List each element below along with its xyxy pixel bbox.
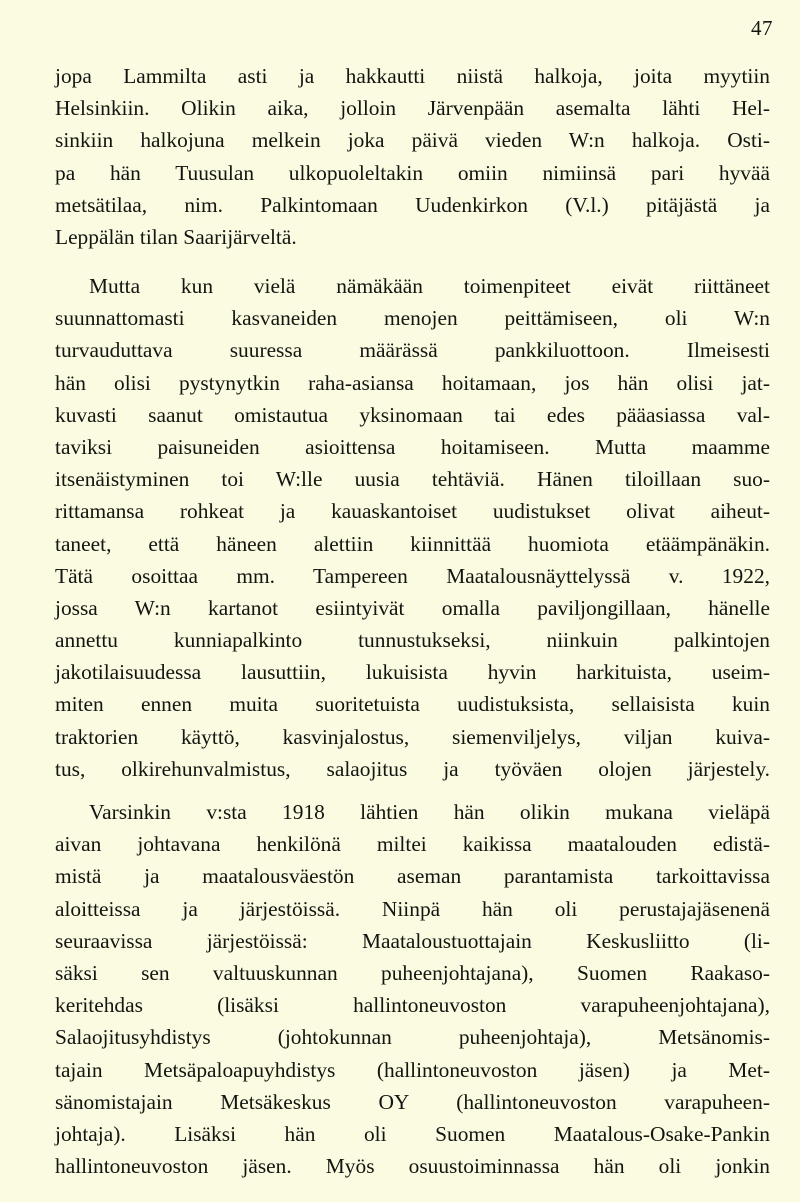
text-line: aloitteissa ja järjestöissä. Niinpä hän oli perustajajäsenenä	[55, 896, 770, 921]
text-line: mistä ja maatalousväestön aseman parantamista tarkoittavissa	[55, 864, 770, 889]
text-line: Mutta kun vielä nämäkään toimenpiteet eivät riittäneet	[89, 274, 770, 298]
text-line: seuraavissa järjestöissä: Maataloustuottajain Keskusliitto (li-	[55, 928, 770, 953]
paragraph-1	[55, 60, 770, 253]
text-line: Tätä osoittaa mm. Tampereen Maatalousnäyttelyssä v. 1922,	[55, 563, 770, 588]
text-line: johtaja). Lisäksi hän oli Suomen Maatalous-Osake-Pankin	[55, 1121, 770, 1146]
paragraph-3	[55, 796, 770, 1182]
text-line: Varsinkin v:sta 1918 lähtien hän olikin mukana vieläpä	[89, 800, 770, 824]
text-line: jopa Lammilta asti ja hakkautti niistä halkoja, joita myytiin	[55, 64, 770, 88]
paragraph-2	[55, 270, 770, 785]
text-line: kuvasti saanut omistautua yksinomaan tai edes pääasiassa val-	[55, 402, 770, 427]
page-number: 47	[751, 16, 773, 40]
text-line: aivan johtavana henkilönä miltei kaikissa maatalouden edistä-	[55, 832, 770, 857]
text-line: traktorien käyttö, kasvinjalostus, siemenviljelys, viljan kuiva-	[55, 724, 770, 749]
text-line: Leppälän tilan Saarijärveltä.	[55, 224, 297, 249]
text-line: Helsinkiin. Olikin aika, jolloin Järvenpään asemalta lähti Hel-	[55, 96, 770, 121]
text-line: taneet, että häneen alettiin kiinnittää huomiota etäämpänäkin.	[55, 531, 770, 556]
text-line: taviksi paisuneiden asioittensa hoitamiseen. Mutta maamme	[55, 434, 770, 459]
text-line: hallintoneuvoston jäsen. Myös osuustoiminnassa hän oli jonkin	[55, 1154, 770, 1179]
text-line: keritehdas (lisäksi hallintoneuvoston varapuheenjohtajana),	[55, 993, 770, 1018]
text-line: tajain Metsäpaloapuyhdistys (hallintoneuvoston jäsen) ja Met-	[55, 1057, 770, 1082]
text-line: metsätilaa, nim. Palkintomaan Uudenkirkon (V.l.) pitäjästä ja	[55, 192, 770, 217]
text-line: Salaojitusyhdistys (johtokunnan puheenjohtaja), Metsänomis-	[55, 1025, 770, 1050]
text-line: rittamansa rohkeat ja kauaskantoiset uudistukset olivat aiheut-	[55, 499, 770, 524]
text-line: pa hän Tuusulan ulkopuoleltakin omiin nimiinsä pari hyvää	[55, 160, 770, 185]
text-line: jossa W:n kartanot esiintyivät omalla paviljongillaan, hänelle	[55, 595, 770, 620]
text-line: sinkiin halkojuna melkein joka päivä vieden W:n halkoja. Osti-	[55, 128, 770, 153]
text-line: sänomistajain Metsäkeskus OY (hallintoneuvoston varapuheen-	[55, 1089, 770, 1114]
text-line: miten ennen muita suoritetuista uudistuksista, sellaisista kuin	[55, 692, 770, 717]
text-line: turvauduttava suuressa määrässä pankkiluottoon. Ilmeisesti	[55, 338, 770, 363]
text-line: jakotilaisuudessa lausuttiin, lukuisista hyvin harkituista, useim-	[55, 660, 770, 685]
text-line: säksi sen valtuuskunnan puheenjohtajana), Suomen Raakaso-	[55, 960, 770, 985]
text-line: tus, olkirehunvalmistus, salaojitus ja työväen olojen järjestely.	[55, 756, 770, 781]
text-line: annettu kunniapalkinto tunnustukseksi, niinkuin palkintojen	[55, 628, 770, 653]
text-line: itsenäistyminen toi W:lle uusia tehtäviä. Hänen tiloillaan suo-	[55, 467, 770, 492]
text-line: hän olisi pystynytkin raha-asiansa hoitamaan, jos hän olisi jat-	[55, 370, 770, 395]
text-line: suunnattomasti kasvaneiden menojen peittämiseen, oli W:n	[55, 306, 770, 331]
